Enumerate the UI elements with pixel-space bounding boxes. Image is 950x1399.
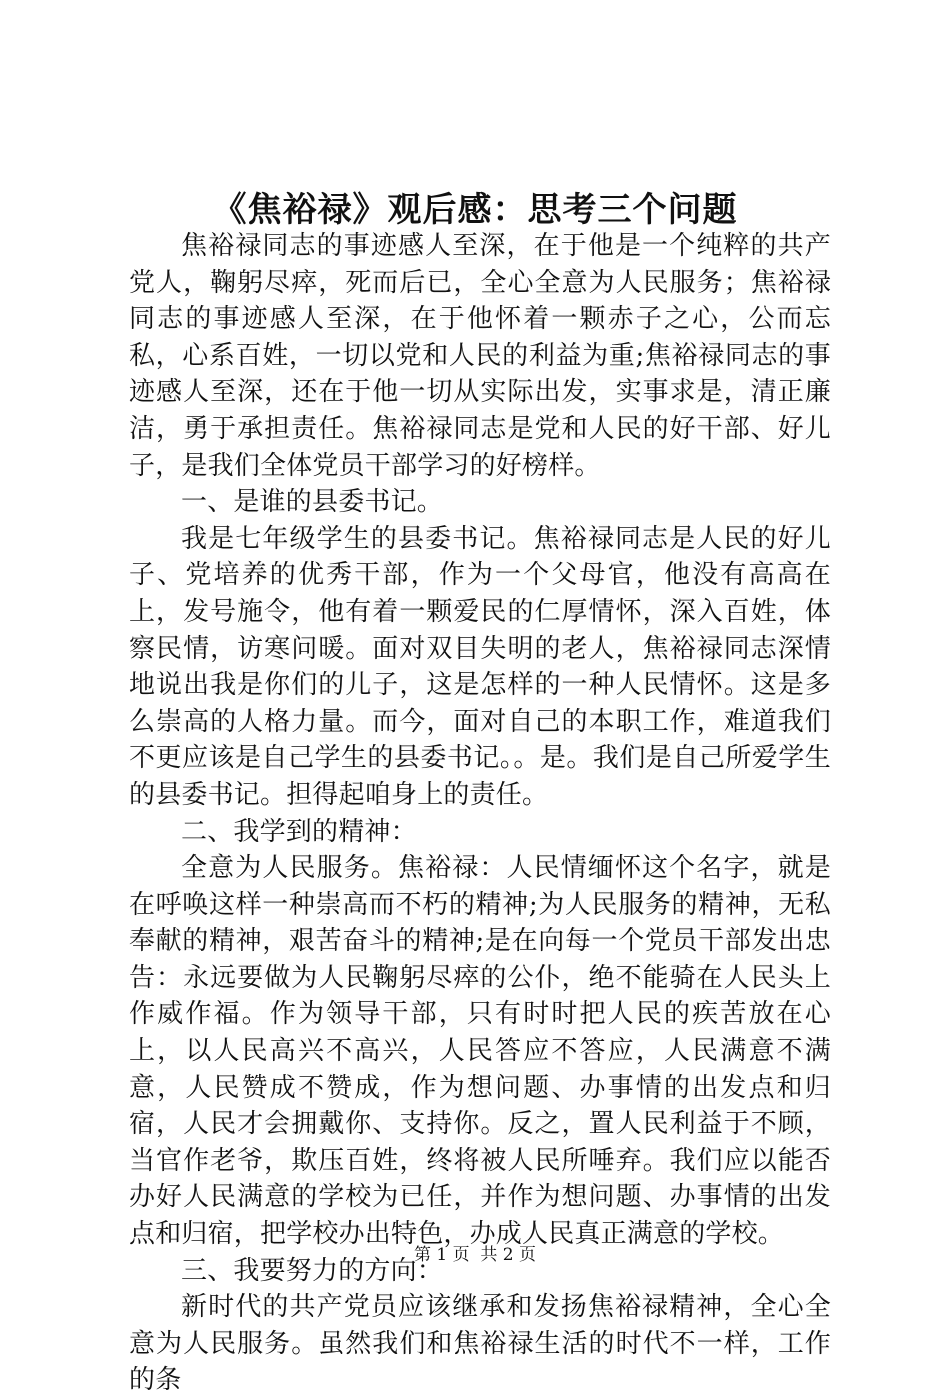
section-heading-1: 一、是谁的县委书记。	[181, 487, 444, 518]
document-title: 《焦裕禄》观后感：思考三个问题	[212, 190, 738, 230]
paragraph-section-2: 全意为人民服务。焦裕禄：人民情缅怀这个名字，就是在呼唤这样一种崇高而不朽的精神;为人民服务的精神，无私奉献的精神，艰苦奋斗的精神;是在向每一个党员干部发出忠告：永远要做为人民鞠躬尽瘁的公仆，绝不能骑在人民头上作威作福。作为领导干部，只有时时把人民的疾苦放在心上，以人民高兴不高兴，人民答应不答应，人民满意不满意，人民赞成不赞成，作为想问题、办事情的出发点和归宿，人民才会拥戴你、支持你。反之，置人民利益于不顾，当官作老爷，欺压百姓，终将被人民所唾弃。我们应以能否办好人民满意的学校为已任，并作为想问题、办事情的出发点和归宿，把学校办出特色，办成人民真正满意的学校。	[129, 853, 831, 1250]
paragraph-section-1: 我是七年级学生的县委书记。焦裕禄同志是人民的好儿子、党培养的优秀干部，作为一个父母官，他没有高高在上，发号施令，他有着一颗爱民的仁厚情怀，深入百姓，体察民情，访寒问暖。面对双目失明的老人，焦裕禄同志深情地说出我是你们的儿子，这是怎样的一种人民情怀。这是多么崇高的人格力量。而今，面对自己的本职工作，难道我们不更应该是自己学生的县委书记。。是。我们是自己所爱学生的县委书记。担得起咱身上的责任。	[129, 523, 831, 810]
paragraph-intro: 焦裕禄同志的事迹感人至深，在于他是一个纯粹的共产党人，鞠躬尽瘁，死而后已，全心全意为人民服务；焦裕禄同志的事迹感人至深，在于他怀着一颗赤子之心，公而忘私，心系百姓，一切以党和人民的利益为重;焦裕禄同志的事迹感人至深，还在于他一切从实际出发，实事求是，清正廉洁，勇于承担责任。焦裕禄同志是党和人民的好干部、好儿子，是我们全体党员干部学习的好榜样。	[129, 231, 831, 481]
section-heading-3: 三、我要努力的方向：	[181, 1255, 444, 1286]
page-number: 第 1 页 共 2 页	[413, 1245, 537, 1265]
document-body	[129, 228, 831, 1399]
page-footer	[0, 1243, 950, 1267]
paragraph-section-3: 新时代的共产党员应该继承和发扬焦裕禄精神，全心全意为人民服务。虽然我们和焦裕禄生活的时代不一样，工作的条	[129, 1292, 831, 1396]
section-heading-2: 二、我学到的精神：	[181, 816, 417, 847]
